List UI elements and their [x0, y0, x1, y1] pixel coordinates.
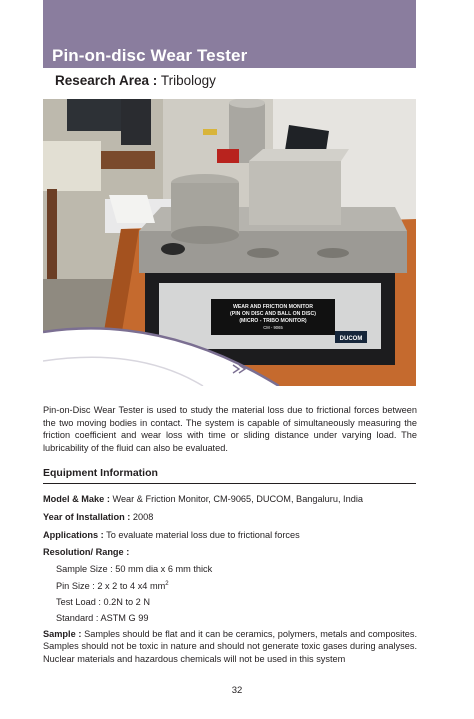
year-value: 2008	[132, 512, 154, 522]
panel-line-1: WEAR AND FRICTION MONITOR	[232, 304, 314, 310]
sample-label: Sample :	[43, 629, 82, 639]
year-field	[43, 512, 153, 522]
description-paragraph: Pin-on-Disc Wear Tester is used to study the material loss due to frictional forces between the two moving bodies in contact. The system is capable of simultaneously measuring the friction coefficient and wear loss with time or sliding distance under varying load. The lubricability of the fluid can also be evaluated.	[43, 405, 417, 453]
equipment-photo	[43, 99, 416, 386]
sample-value: Samples should be flat and it can be ceramics, polymers, metals and composites. Samples should not be toxic in nature and should not generate toxic gases during analyses. Nuclear materials and hazardous chemicals will not be used in this system	[43, 629, 418, 664]
pin-size-line	[56, 581, 169, 591]
standard-line: Standard : ASTM G 99	[56, 613, 149, 623]
research-area-value: Tribology	[160, 73, 216, 88]
panel-line-3: (MICRO - TRIBO MONITOR)	[239, 318, 307, 324]
test-load-line: Test Load : 0.2N to 2 N	[56, 597, 150, 607]
resolution-label: Resolution/ Range :	[43, 547, 130, 557]
model-value: Wear & Friction Monitor, CM-9065, DUCOM, Bangaluru, India	[112, 494, 363, 504]
title-band	[43, 0, 416, 68]
panel-line-2: (PIN ON DISC AND BALL ON DISC)	[230, 311, 316, 317]
equipment-photo-illustration	[43, 99, 416, 386]
research-area	[55, 73, 216, 88]
year-label: Year of Installation :	[43, 512, 131, 522]
brand-badge: DUCOM	[339, 336, 363, 342]
page-number: 32	[231, 685, 243, 696]
applications-value: To evaluate material loss due to frictional forces	[106, 530, 300, 540]
panel-line-4: CM - 9065	[263, 325, 283, 330]
model-make-field	[43, 494, 363, 504]
pin-size-text: Pin Size : 2 x 2 to 4 x4 mm	[56, 581, 166, 592]
research-area-label: Research Area :	[55, 73, 158, 88]
pin-size-superscript: 2	[165, 581, 169, 587]
page-title: Pin-on-disc Wear Tester	[52, 46, 248, 65]
applications-label: Applications :	[43, 530, 104, 540]
sample-size-line: Sample Size : 50 mm dia x 6 mm thick	[56, 564, 213, 574]
equipment-info-heading: Equipment Information	[43, 467, 416, 484]
resolution-field	[43, 547, 129, 557]
applications-field	[43, 530, 300, 540]
sample-paragraph	[43, 628, 417, 665]
model-label: Model & Make :	[43, 494, 110, 504]
